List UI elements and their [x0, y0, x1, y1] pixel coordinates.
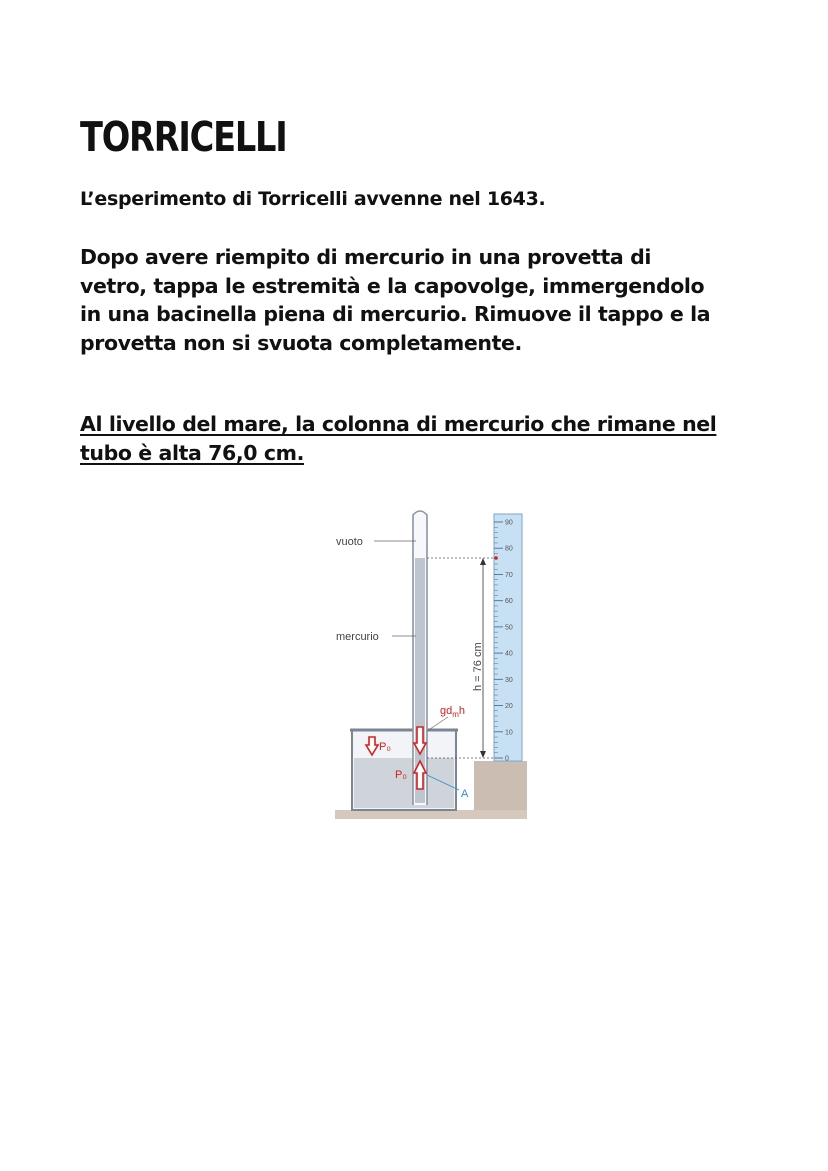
- torricelli-diagram: [328, 505, 538, 825]
- page-title: TORRICELLI: [80, 113, 287, 161]
- paragraph-line: provetta non si svuota completamente.: [80, 330, 522, 355]
- center-p0-label: P₀: [395, 769, 407, 781]
- scale-pedestal: [474, 761, 527, 810]
- level-marker: [494, 556, 498, 560]
- note-line: Al livello del mare, la colonna di mercurio che rimane nel: [80, 412, 717, 436]
- scale-tick-label: 60: [505, 598, 513, 606]
- scale-tick-label: 50: [505, 624, 513, 632]
- note-line: tubo è alta 76,0 cm.: [80, 440, 304, 465]
- paragraph-line: in una bacinella piena di mercurio. Rimuove il tappo e la: [80, 302, 711, 326]
- base-shelf: [335, 810, 527, 819]
- centimeter-scale: [494, 514, 522, 763]
- scale-tick-label: 30: [505, 676, 513, 684]
- vacuum-label: vuoto: [336, 536, 363, 548]
- pressure-column-label: $gd_mh$: [440, 705, 466, 719]
- paragraph-line: vetro, tappa le estremità e la capovolge, immergendolo: [80, 273, 705, 298]
- diagram-svg: [328, 505, 538, 825]
- intro-sentence: L’esperimento di Torricelli avvenne nel 1643.: [80, 188, 546, 210]
- mercury-label: mercurio: [336, 631, 379, 643]
- sea-level-note: [80, 410, 760, 467]
- scale-tick-label: 20: [505, 703, 513, 711]
- point-a-label: A: [461, 788, 469, 800]
- scale-tick-label: 80: [505, 545, 513, 553]
- left-p0-label: P₀: [379, 741, 391, 753]
- scale-tick-label: 0: [505, 755, 509, 763]
- basin-mercury: [354, 758, 454, 808]
- height-label: h = 76 cm: [472, 642, 484, 691]
- scale-tick-label: 70: [505, 571, 513, 579]
- scale-tick-label: 40: [505, 650, 513, 658]
- experiment-description: [80, 243, 760, 357]
- scale-tick-label: 10: [505, 729, 513, 737]
- paragraph-line: Dopo avere riempito di mercurio in una provetta di: [80, 245, 652, 269]
- scale-tick-label: 90: [505, 519, 513, 527]
